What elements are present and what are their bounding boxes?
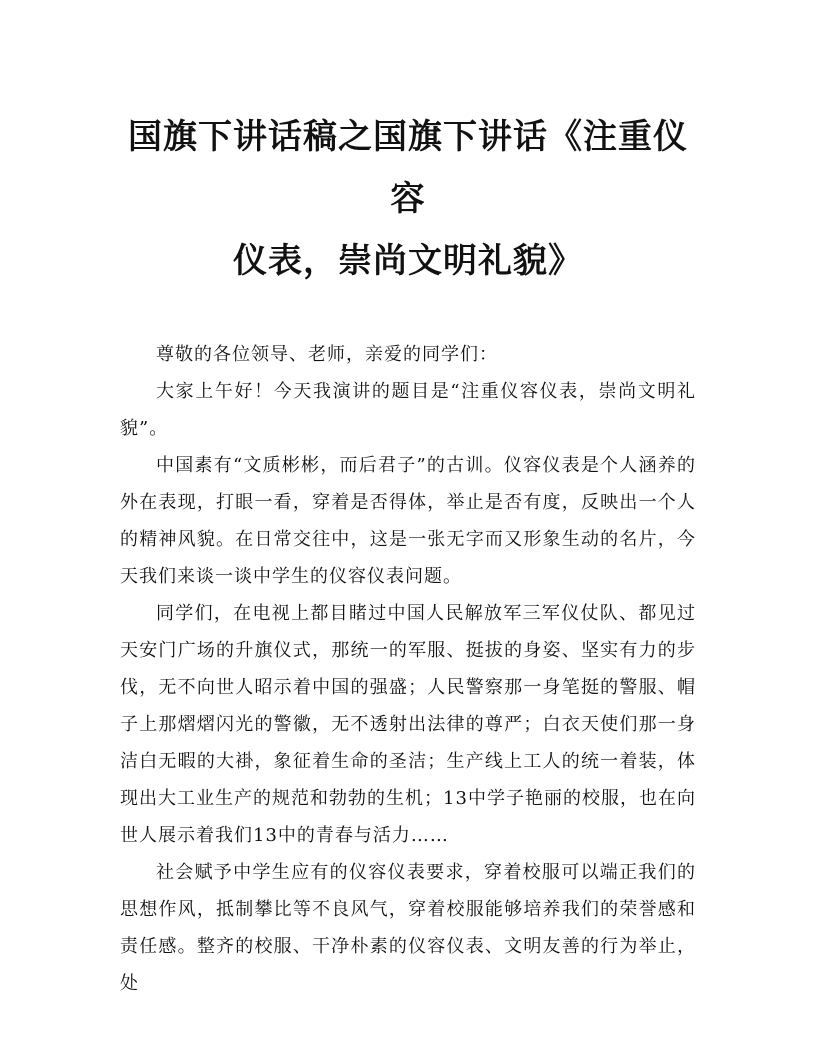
paragraph-greeting: 尊敬的各位领导、老师，亲爱的同学们： — [156, 344, 498, 365]
paragraph-requirements: 社会赋予中学生应有的仪容仪表要求，穿着校服可以端正我们的思想作风，抵制攀比等不良风气，穿着校服能够培养我们的荣誉感和责任感。整齐的校服、干净朴素的仪容仪表、文明友善的行为举止，处 — [120, 862, 696, 994]
paragraph-tradition: 中国素有“文质彬彬，而后君子”的古训。仪容仪表是个人涵养的外在表现，打眼一看，穿着是否得体，举止是否有度，反映出一个人的精神风貌。在日常交往中，这是一张无字而又形象生动的名片，今天我们来谈一谈中学生的仪容仪表问题。 — [120, 455, 696, 587]
title-line-2: 仪表，崇尚文明礼貌》 — [233, 241, 583, 281]
document-body — [120, 336, 696, 1002]
paragraph-examples: 同学们，在电视上都目睹过中国人民解放军三军仪仗队、都见过天安门广场的升旗仪式，那统一的军服、挺拔的身姿、坚实有力的步伐，无不向世人昭示着中国的强盛；人民警察那一身笔挺的警服、帽子上那熠熠闪光的警徽，无不透射出法律的尊严；白衣天使们那一身洁白无暇的大褂，象征着生命的圣洁；生产线上工人的统一着装，体现出大工业生产的规范和勃勃的生机；13中学子艳丽的校服，也在向世人展示着我们13中的青春与活力…… — [120, 603, 696, 846]
title-line-1: 国旗下讲话稿之国旗下讲话《注重仪容 — [128, 117, 688, 219]
paragraph-intro: 大家上午好！今天我演讲的题目是“注重仪容仪表，崇尚文明礼貌”。 — [120, 381, 696, 439]
document-title — [120, 0, 696, 292]
